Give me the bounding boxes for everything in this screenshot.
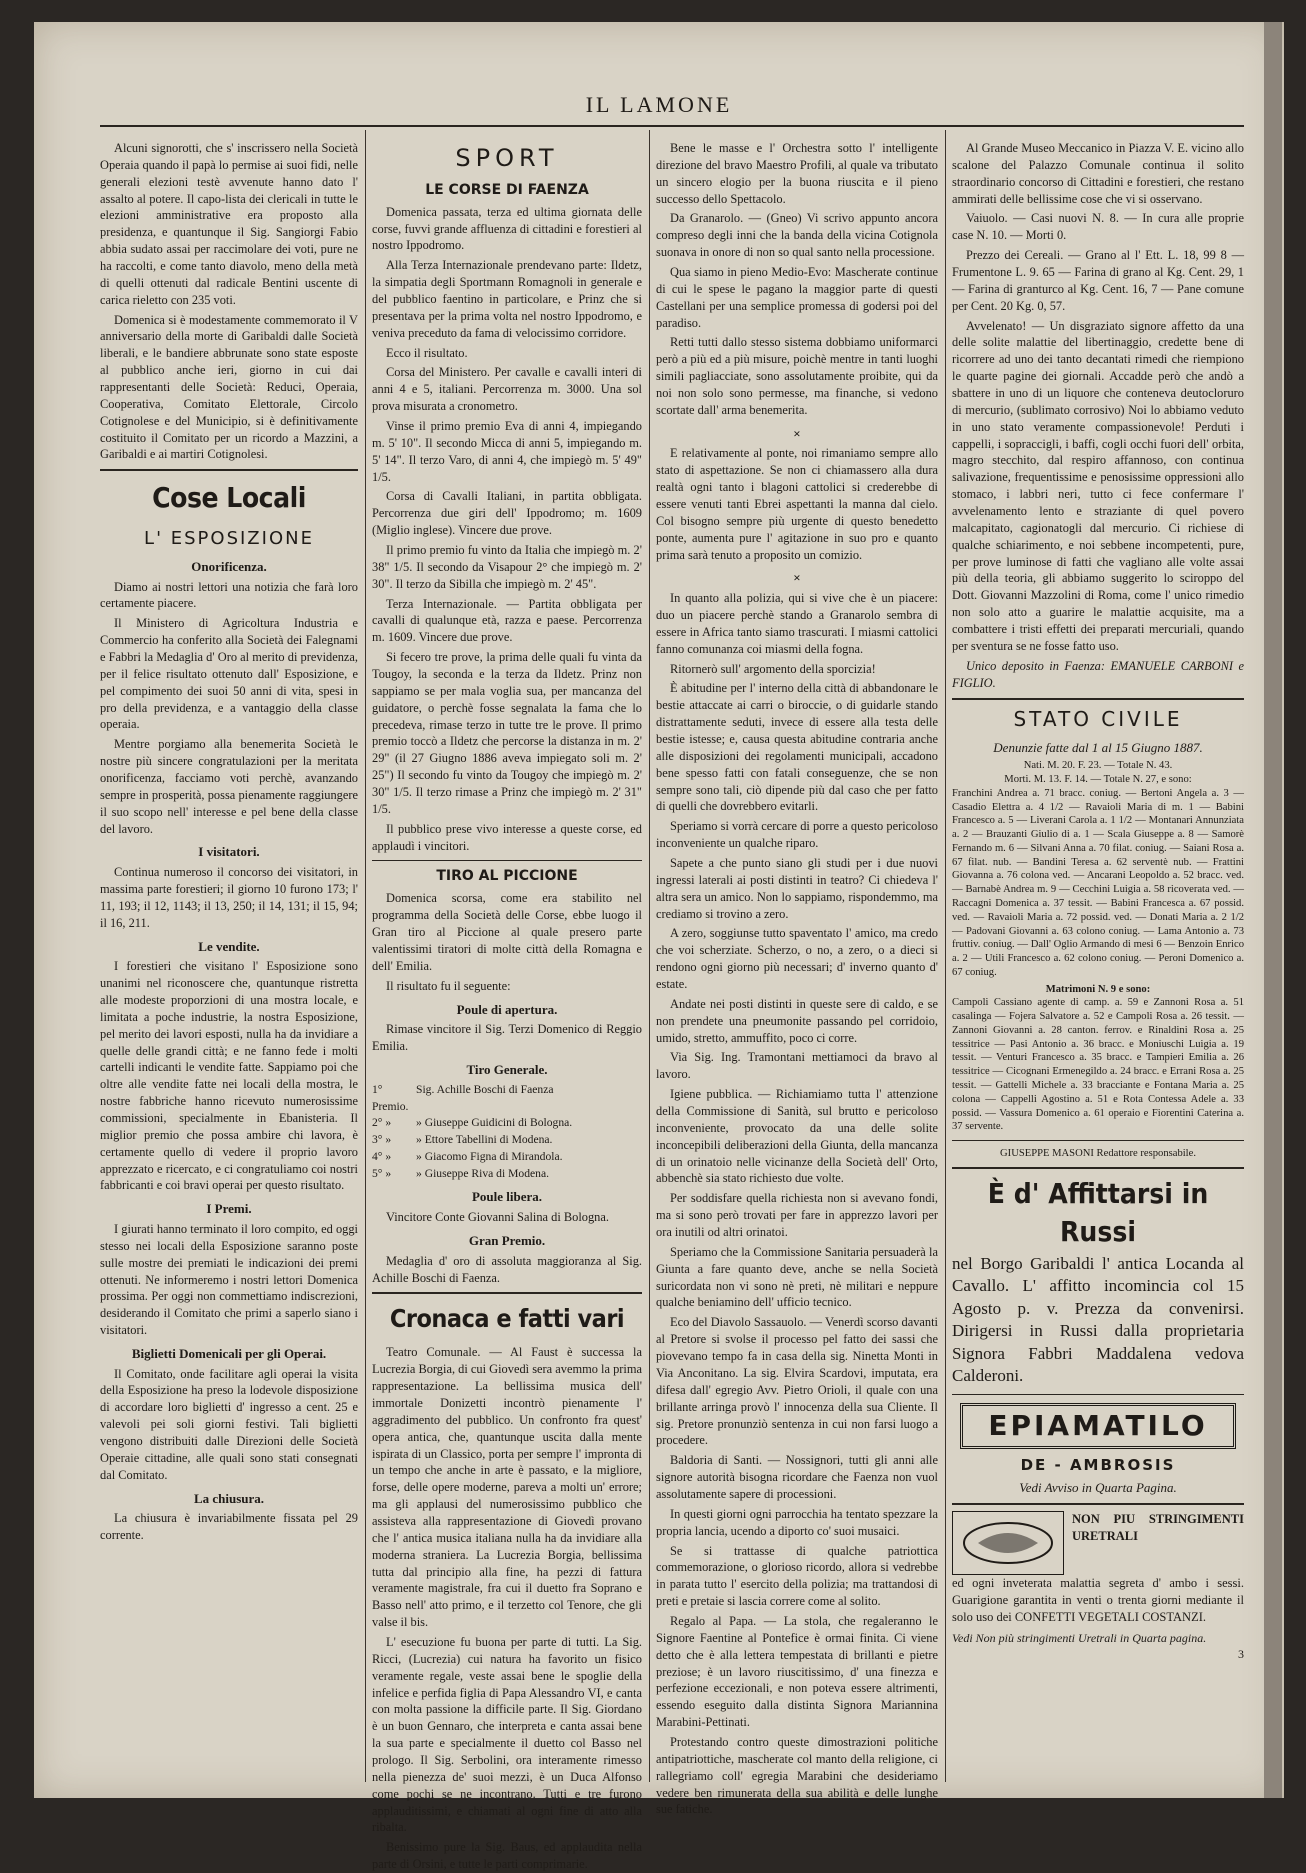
header-rule <box>100 125 1244 127</box>
column-divider <box>649 130 650 1782</box>
paragraph: Teatro Comunale. — Al Faust è successa la Lucrezia Borgia, di cui Giovedì sera avemmo la prima rappresentazione. La bellissima musica dell' immortale Donizetti incontrò pienamente l' aggradimento del pubblico. Un confronto fra quest' opera antica, che, quantunque uscita dalla mente ispirata di un Classico, porta per sempre l' impronta di un tempo che anche in arte è passato, e la migliore, forse, delle opere moderne, pareva a molti un' errore; ma gli applausi del numerosissimo pubblico che assisteva alla rappresentazione di Giovedì provano che l' antica musica italiana nulla ha da invidiare alla moderna straniera. La Lucrezia Borgia, bellissima tutta dal principio alla fine, ha pezzi di fattura veramente magistrale, fra cui il duetto fra Soprano e Basso nell' atto primo, e il terzetto col Tenore, che gli valse il bis. <box>372 1345 642 1630</box>
paragraph: Per soddisfare quella richiesta non si avevano fondi, ma si sono però trovati per fare in apprezzo lavori per ora inutili od altri orinatoi. <box>656 1191 938 1240</box>
column-4 <box>952 140 1244 1780</box>
paragraph: Ecco il risultato. <box>386 345 468 360</box>
heading: I visitatori. <box>198 844 260 860</box>
heading: Onorificenza. <box>191 558 267 574</box>
paragraph: Bene le masse e l' Orchestra sotto l' intelligente direzione del bravo Maestro Profili, al quale va tributato un sincero elogio per la buona riuscita e il pieno successo dello Spettacolo. <box>656 141 938 206</box>
paragraph: Vincitore Conte Giovanni Salina di Bologna. <box>386 1210 609 1225</box>
heading: LE CORSE DI FAENZA <box>425 181 589 198</box>
placings-table <box>372 1082 642 1183</box>
paragraph: Domenica si è modestamente commemorato il V anniversario della morte di Garibaldi dalle Società liberali, e le bandiere abbrunate sono state esposte al pubblico anche ieri, giorno in cui dai rappresentanti delle Società: Reduci, Operaia, Cooperativa, Comitato Elettorale, Circolo Cotignolese e del Municipio, si è definitivamente costituito il Comitato per un ricordo a Mazzini, a Garibaldi e ai martiri Cotignolesi. <box>100 312 358 462</box>
table-row: 5° » » Giuseppe Riva di Modena. <box>372 1166 549 1180</box>
divider <box>952 698 1244 700</box>
divider <box>952 1503 1244 1505</box>
marriages: Matrimoni N. 9 e sono: <box>1045 983 1151 995</box>
ad-subtitle: Vedi Avviso in Quarta Pagina. <box>1019 1479 1177 1495</box>
paragraph: Diamo ai nostri lettori una notizia che farà loro certamente piacere. <box>100 579 358 611</box>
paragraph: I forestieri che visitano l' Esposizione sono unanimi nel riconoscere che, quantunque ristretta alle modeste proporzioni di una mostra locale, e limitata a poche industrie, la nostra Esposizione, pel merito dei lavori esposti, nulla ha da invidiare a quelle delle grandi città; e ne fanno fede i molti cartelli indicanti le vendite fatte. Sappiamo poi che oltre alle vendite fatte nei locali della mostra, le nostre fabbriche hanno ricevuto numerosissime commissioni, specialmente in Ebanisteria. Il miglior premio che possa ambire chi lavora, è certamente quello di vedere il proprio lavoro apprezzato e ricercato, e ci congratuliamo coi nostri fabbricanti e coi bravi operai per questo risultato. <box>100 959 358 1193</box>
paragraph: Protestando contro queste dimostrazioni politiche antipatriottiche, mascherate col manto della religione, ci rallegriamo coll' egregia Marabini che desideriamo vedere ben rimunerata della sua abilità e delle lunghe sue fatiche. <box>656 1734 938 1817</box>
paragraph: Continua numeroso il concorso dei visitatori, in massima parte forestieri; il giorno 10 furono 173; l' 11, 193; il 12, 1143; il 13, 250; il 14, 131; il 15, 94; il 16, 211. <box>100 865 358 930</box>
paragraph: Domenica scorsa, come era stabilito nel programma della Società delle Corse, ebbe luogo il Gran tiro al Piccione al quale presero parte valentissimi tiratori di molte città della Romagna e dell' Emilia. <box>372 891 642 973</box>
heading: Tiro Generale. <box>466 1062 548 1078</box>
paragraph: Eco del Diavolo Sassauolo. — Venerdì scorso davanti al Pretore si svolse il processo pel fatto dei sassi che piovevano tempo fa in casa della sig. Ninetta Monti in Via Anconitano. La sig. Elvira Scardovi, imputata, era difesa dall' egregio Avv. Pietro Orioli, il quale con una brillante arringa provò l' innocenza della sua Cliente. Il sig. Pretore pronunziò sentenza in cui non farsi luogo a procedere. <box>656 1315 938 1448</box>
divider <box>372 1292 642 1294</box>
heading: I Premi. <box>206 1201 252 1217</box>
paragraph: Benissimo pure la Sig. Baus, ed applaudita nella parte di Orsini, e tutte le parti comprimarie. <box>372 1840 642 1872</box>
running-title: IL LAMONE <box>585 92 733 117</box>
paragraph: E relativamente al ponte, noi rimaniamo sempre allo stato di aspettazione. Se non ci chiamassero alla dura realtà ogni tanto i blagoni cattolici si crederebbe di essere venuti tanti Ebrei aspettanti la manna dal cielo. Col bisogno sempre più urgente di questo benedetto ponte, aumenta pure l' agitazione in suo pro e quanto prima sarà tenuto a proposito un comizio. <box>656 446 938 562</box>
paragraph: A zero, soggiunse tutto spaventato l' amico, ma credo che voi scherziate. Scherzo, o no, a zero, o a dieci si rendono ogni giorno più necessari; d' inverno quanto d' estate. <box>656 926 938 992</box>
paragraph: Avvelenato! — Un disgraziato signore affetto da una delle solite malattie del libertinaggio, credette bene di ricorrere ad uno dei tanto decantati rimedi che riempiono le quarte pagine dei giornali. Accadde però che andò a sbattere in uno di un liquore che conteneva deutocloruro di mercurio, (sublimato corrosivo) Noi lo abbiamo veduto in uno stato veramente compassionevole! Perduti i cappelli, i sopraccigli, i baffi, cogli occhi fuori dell' orbita, magro stecchito, dal respiro affannoso, con continua salivazione, frequentissime e penosissime oppressioni allo stomaco, i labbri neri, tutto ci fece confermare l' avvelenamento lento e straziante di quel povero malcapitato, cagionatogli dal mercurio. Ci richiese di qualche schiarimento, e noi sebbene incompetenti, pure, per prove luminose di fatti che vagliano alle volte assai più della teoria, gli abbiamo suggerito lo sciroppo del Dott. Giovanni Mazzolini di Roma, come l' unico rimedio non solo atto a guarire le malattie acquisite, ma a combattere i tristi effetti dei preparati mercuriali, quando per sventura se ne fosse fatto uso. <box>952 318 1244 653</box>
paragraph: Ritornerò sull' argomento della sporcizia! <box>670 661 876 676</box>
heading: TIRO AL PICCIONE <box>436 868 578 885</box>
section-title: Cose Locali <box>152 481 306 515</box>
table-row: 4° » » Giacomo Figna di Mirandola. <box>372 1149 563 1163</box>
column-1 <box>100 140 358 1780</box>
paragraph: Da Granarolo. — (Gneo) Vi scrivo appunto ancora compreso degli inni che la banda della vicina Cotignola suonava in onore di non so qual santo nella processione. <box>656 211 938 260</box>
heading: Poule libera. <box>471 1189 543 1205</box>
paragraph: Il Comitato, onde facilitare agli operai la visita della Esposizione ha preso la lodevole disposizione di accordare loro biglietti d' ingresso a cent. 25 e valevoli pei soli giorni festivi. Tali biglietti vengono distribuiti dalle Direzioni delle Società Operaie cittadine, alle quali sono stati consegnati dal Comitato. <box>100 1366 358 1482</box>
ad-text: nel Borgo Garibaldi l' antica Locanda al Cavallo. L' affitto incomincia col 15 Agosto p. v. Prezza da convenirsi. Dirigersi in Russi dalla proprietaria Signora Fabbri Maddalena vedova Calderoni. <box>952 1253 1244 1386</box>
paragraph: Retti tutti dallo stesso sistema dobbiamo uniformarci però a più ed a più misure, poichè mentre in tanti luoghi simili pagliacciate, sono assolutamente proibite, qui da noi non solo sono permesse, ma finanche, si vedono scortate dall' arma benemerita. <box>656 335 938 417</box>
paragraph: Alla Terza Internazionale prendevano parte: Ildetz, la simpatia degli Sportmann Romagnoli in generale e del pubblico faentino in particolare, e Prinz che si presentava per la prima volta nel nostro Ippodromo, e veniva preceduto da fama di velocissimo corridore. <box>372 258 642 340</box>
paragraph: Se si trattasse di qualche patriottica commemorazione, o glorioso ricordo, allora si vedrebbe in parata tutto l' esercito della polizia; ma trattandosi di preti e pretaie si lascia correre come al solito. <box>656 1543 938 1609</box>
table-row: 3° » » Ettore Tabellini di Modena. <box>372 1133 553 1147</box>
subtitle: Denunzie fatte dal 1 al 15 Giugno 1887. <box>993 739 1203 755</box>
paragraph: Unico deposito in Faenza: EMANUELE CARBONI e FIGLIO. <box>952 658 1244 690</box>
paragraph: Prezzo dei Cereali. — Grano al l' Ett. L. 18, 99 8 — Frumentone L. 9. 65 — Farina di grano al Kg. Cent. 29, 1 — Farina di granturco al Kg. Cent. 16, 7 — Pane comune per Cent. 20 Kg. 0, 57. <box>952 248 1244 313</box>
column-divider <box>945 130 946 1782</box>
heading: Gran Premio. <box>468 1233 546 1249</box>
divider <box>952 1394 1244 1395</box>
paragraph: Corsa del Ministero. Per cavalle e cavalli interi di anni 4 e 5, italiani. Percorrenza m. 3000. Una sol prova misurata a cronometro. <box>372 365 642 414</box>
subsection-title: L' ESPOSIZIONE <box>144 528 314 550</box>
paragraph: I giurati hanno terminato il loro compito, ed oggi stesso nei locali della Esposizione saranno poste sulle mostre dei premiati le indicazioni dei premi ottenuti. Ne informeremo i nostri lettori Domenica prossima. Per oggi non commettiamo indiscrezioni, desiderando il Comitato che primi a saperlo siano i visitatori. <box>100 1221 358 1338</box>
deaths-list: Franchini Andrea a. 71 bracc. coniug. — Bertoni Angela a. 3 — Casadio Elettra a. 4 1/2 — Ravaioli Maria di m. 1 — Babini Francesco a. 5 — Liverani Carola a. 1 1/2 — Montanari Annunziata a. 2 — Brauzanti Giulio di a. 1 — Scala Giuseppe a. 8 — Samorè Fernando m. 6 — Silvani Anna a. 70 filat. coniug. — Saiani Rosa a. 67 filat. nub. — Bandini Teresa a. 62 serventè nub. — Frattini Giovanna a. 76 colona ved. — Ancarani Leopoldo a. 52 bracc. ved. — Barnabè Andrea m. 9 — Cecchini Luigia a. 58 ricoverata ved. — Raccagni Domenica a. 37 tessit. — Babini Francesca a. 67 possid. ved. — Ravaioli Maria a. 72 possid. ved. — Donati Maria a. 2 1/2 — Padovani Giovanni a. 63 colono coniug. — Lama Antonio a. 73 fruttiv. coniug. — Dall' Oglio Armando di mesi 6 — Benzoin Enrico a. 2 — Utili Francesco a. 62 colono coniug. — Peroni Domenico a. 67 coniug. <box>952 787 1244 978</box>
births: Nati. M. 20. F. 23. — Totale N. 43. <box>1023 760 1173 772</box>
column-divider <box>365 130 366 1782</box>
divider <box>952 1140 1244 1141</box>
paragraph: Il Ministero di Agricoltura Industria e Commercio ha conferito alla Società dei Falegnami e Fabbri la Medaglia d' Oro al merito di previdenza, per il felice risultato ottenuto dall' Esposizione, e pel compimento dei suoi 50 anni di vita, spesi in pro della previdenza, e a vantaggio della classe operaia. <box>100 616 358 732</box>
ad-footer: Vedi Non più stringimenti Uretrali in Quarta pagina. <box>952 1630 1207 1645</box>
paragraph: Alcuni signorotti, che s' inscrissero nella Società Operaia quando il papà lo permise ai suoi fidi, nelle generali elezioni testè avvenute hanno dato l' assalto al potere. Il capo-lista dei clericali in tutte le elezioni amministrative era proposto alla presidenza, e quantunque il Sig. Sangiorgi Fabio abbia sudato assai per raccimolare dei voti, pure ne ha raccolti, e come tanto diavolo, meno della metà di quelli ottenuti dal radicale Bentini uscente di carica rieletto con 235 voti. <box>100 141 358 307</box>
heading: Biglietti Domenicali per gli Operai. <box>131 1345 327 1361</box>
separator-mark: × <box>793 425 801 441</box>
section-title: STATO CIVILE <box>1013 706 1183 731</box>
divider <box>952 1167 1244 1169</box>
heading: Poule di apertura. <box>456 1001 558 1017</box>
paragraph: Qua siamo in pieno Medio-Evo: Mascherate continue di cui le spese le pagano la maggior parte di questi Castellani per una semplice promessa di godersi poi del paradiso. <box>656 265 938 330</box>
ad-text: ed ogni inveterata malattia segreta d' ambo i sessi. Guarigione garantita in venti o trenta giorni mediante il solo uso dei CONFETTI VEGETALI COSTANZI. <box>952 1575 1244 1624</box>
newspaper-page <box>34 22 1284 1872</box>
heading: La chiusura. <box>193 1490 265 1506</box>
page-number: 3 <box>1238 1646 1244 1661</box>
column-3 <box>656 140 938 1817</box>
paragraph: Il risultato fu il seguente: <box>386 978 511 993</box>
paragraph: Il primo premio fu vinto da Italia che impiegò m. 2' 38" 1/5. Il secondo da Visapour 2° che impiegò m. 2' 30". Il terzo da Sibilla che impiegò m. 2' 45". <box>372 542 642 591</box>
ad-logo: EPIAMATILO <box>960 1403 1236 1449</box>
paragraph: In questi giorni ogni parrocchia ha tentato spezzare la propria lancia, ucendo a diporto co' suoi musaici. <box>656 1506 938 1538</box>
ad-title: È d' Affittarsi in Russi <box>987 1176 1209 1248</box>
table-row: 2° » » Giuseppe Guidicini di Bologna. <box>372 1116 573 1130</box>
engraving-icon <box>952 1511 1064 1575</box>
paragraph: Corsa di Cavalli Italiani, in partita obbligata. Percorrenza due giri dell' Ippodromo; m. 1609 (Miglio inglese). Vincere due prove. <box>372 489 642 538</box>
binding-edge <box>1264 22 1282 1798</box>
ad-title: NON PIU STRINGIMENTI URETRALI <box>1072 1511 1244 1543</box>
paragraph: Mentre porgiamo alla benemerita Società le nostre più sincere congratulazioni per la meritata onorificenza, facciamo voti perchè, avanzando sempre in prosperità, possa pienamente raggiungere il suo scopo nell' interesse e pel bene della classe del lavoro. <box>100 737 358 836</box>
section-title: Cronaca e fatti vari <box>389 1304 625 1334</box>
paragraph: Rimase vincitore il Sig. Terzi Domenico di Reggio Emilia. <box>372 1022 642 1054</box>
divider <box>100 469 358 471</box>
ad-box <box>952 1511 1244 1575</box>
paragraph: Terza Internazionale. — Partita obbligata per cavalli di qualunque età, razza e paese. Percorrenza m. 1609. Vincere due prove. <box>372 596 642 645</box>
paragraph: Andate nei posti distinti in queste sere di caldo, e se non prendete una pneumonite passando pel corridoio, umido, stretto, ammuffito, poco ci corre. <box>656 996 938 1045</box>
deaths: Morti. M. 13. F. 14. — Totale N. 27, e sono: <box>1004 774 1192 786</box>
paragraph: Speriamo si vorrà cercare di porre a questo pericoloso inconveniente un qualche riparo. <box>656 819 938 851</box>
paragraph: In quanto alla polizia, qui si vive che è un piacere: duo un piacere perchè stando a Granarolo sembra di essere in Africa tanto siamo trascurati. I miasmi cattolici fanno comunanza coi miasmi della fogna. <box>656 591 938 656</box>
paragraph: Il pubblico prese vivo interesse a queste corse, ed applaudì i vincitori. <box>372 821 642 853</box>
paragraph: Regalo al Papa. — La stola, che regaleranno le Signore Faentine al Pontefice è ormai finita. Ci viene detto che è alla lettera tempestata di brillanti e pietre preziose; è un lavoro riuscitissimo, d' una finezza e perfezione eccezionali, e non poteva essere altrimenti, essendo eseguito dalla distinta Signora Mariannina Marabini-Pettinati. <box>656 1613 938 1730</box>
table-row: 1° Premio. Sig. Achille Boschi di Faenza <box>372 1082 554 1113</box>
paragraph: Medaglia d' oro di assoluta maggioranza al Sig. Achille Boschi di Faenza. <box>372 1253 642 1285</box>
marriages-list: Campoli Cassiano agente di camp. a. 59 e Zannoni Rosa a. 51 casalinga — Fojera Salvatore a. 52 e Campoli Rosa a. 26 tessit. — Zannoni Giovanni a. 28 canton. ferrov. e Rinaldini Rosa a. 25 tessitrice — Pasi Antonio a. 36 bracc. e Moniuschi Luigia a. 19 tessit. — Venturi Francesco a. 35 bracc. e Tampieri Emilia a. 26 tessitrice — Cicognani Ermenegildo a. 24 bracc. e Errani Rosa a. 25 tessit. — Gattelli Michele a. 33 bracciante e Fontana Maria a. 25 colona — Cappelli Agostino a. 51 e Rota Contessa Adele a. 33 possid. — Vassura Domenico a. 61 operaio e Fiorentini Caterina a. 37 servente. <box>952 997 1244 1133</box>
paragraph: La chiusura è invariabilmente fissata pel 29 corrente. <box>100 1511 358 1543</box>
ad-brand: DE - AMBROSIS <box>1020 1455 1176 1474</box>
paragraph: Sapete a che punto siano gli studi per i due nuovi ingressi laterali ai posti distinti in teatro? Ci chiedeva l' altra sera un amico. Non lo sappiamo, rispondemmo, ma crediamo si trovino a zero. <box>656 856 938 921</box>
divider <box>372 860 642 861</box>
paragraph: Al Grande Museo Meccanico in Piazza V. E. vicino allo scalone del Palazzo Comunale continua il solito straordinario concorso di Cittadini e forestieri, che restano ammirati delle bellissime cose che vi si osservano. <box>952 141 1244 206</box>
column-2 <box>372 140 642 1872</box>
separator-mark: × <box>793 570 801 586</box>
paragraph: Igiene pubblica. — Richiamiamo tutta l' attenzione della Commissione di Sanità, sul brutto e pericoloso inconveniente, provocato da una delle solite inconcepibili deliberazioni della Giunta, della mancanza di un orinatoio nelle vicinanze della Società dell' Orto, abbenchè sia stato richiesto due volte. <box>656 1087 938 1186</box>
paragraph: Vinse il primo premio Eva di anni 4, impiegando m. 5' 10". Il secondo Micca di anni 5, impiegando m. 5' 14". Il terzo Varo, di anni 4, che impiegò m. 5' 49" 1/5. <box>372 418 642 484</box>
paragraph: Via Sig. Ing. Tramontani mettiamoci da bravo al lavoro. <box>656 1050 938 1082</box>
heading: Le vendite. <box>198 938 260 954</box>
sport-title: SPORT <box>455 144 559 172</box>
paragraph: Speriamo che la Commissione Sanitaria persuaderà la Giunta a fare quanto deve, anche se nella Società suricordata non vi sono nè preti, nè militari e neppure qualche beniamino dell' ufficio tecnico. <box>656 1244 938 1310</box>
editor-line: GIUSEPPE MASONI Redattore responsabile. <box>1000 1148 1196 1160</box>
paragraph: L' esecuzione fu buona per parte di tutti. La Sig. Ricci, (Lucrezia) cui natura ha favorito un fisico veramente regale, veste assai bene le spoglie della infelice e perfida figlia di Papa Alessandro VI, e canta con molta passione la difficile parte. Il Sig. Giordano è un buon Gennaro, che interpreta e canta assai bene la sua parte e specialmente il duetto col Basso nel prologo. Il Sig. Serbolini, ora interamente rimesso nella pienezza de' suoi mezzi, è un Duca Alfonso come pochi se ne incontrano. Tutti e tre furono applauditissimi, e chiamati al ogni fine di atto alla ribalta. <box>372 1635 642 1835</box>
paragraph: Baldoria di Santi. — Nossignori, tutti gli anni alle signore autorità bisogna ricordare che Faenza non vuol assolutamente sapere di processioni. <box>656 1453 938 1501</box>
paragraph: È abitudine per l' interno della città di abbandonare le bestie attaccate ai carri o biroccie, o di guidarle stando distrattamente seduti, invece di essere alla testa delle bestie istesse; e, causa questa abitudine contraria anche alle disposizioni dei regolamenti municipali, accadono bene spesso fatti con fatali conseguenze, che se non sempre sono tali, ciò dipende più dal caso che per fatto di quelli che dovrebbero evitarli. <box>656 681 938 814</box>
paragraph: Vaiuolo. — Casi nuovi N. 8. — In cura alle proprie case N. 10. — Morti 0. <box>952 211 1244 243</box>
paragraph: Domenica passata, terza ed ultima giornata delle corse, fuvvi grande affluenza di cittadini e forestieri al nostro Ippodromo. <box>372 204 642 253</box>
paragraph: Si fecero tre prove, la prima delle quali fu vinta da Tougoy, la seconda e la terza da Ildetz. Prinz non sappiamo se per mala voglia sua, per mancanza del guidatore, o perchè fosse segnalata la fama che lo precedeva, rimase terzo in tutte tre le prove. Il primo premio toccò a Ildetz che percorse la distanza in m. 2' 29" (il 27 Giugno 1886 aveva impiegato soli m. 2' 25") Il secondo fu vinto da Tougoy che impiegò m. 2' 30" 1/5. Il terzo rimase a Prinz che impiegò m. 2' 31" 1/5. <box>372 650 642 816</box>
